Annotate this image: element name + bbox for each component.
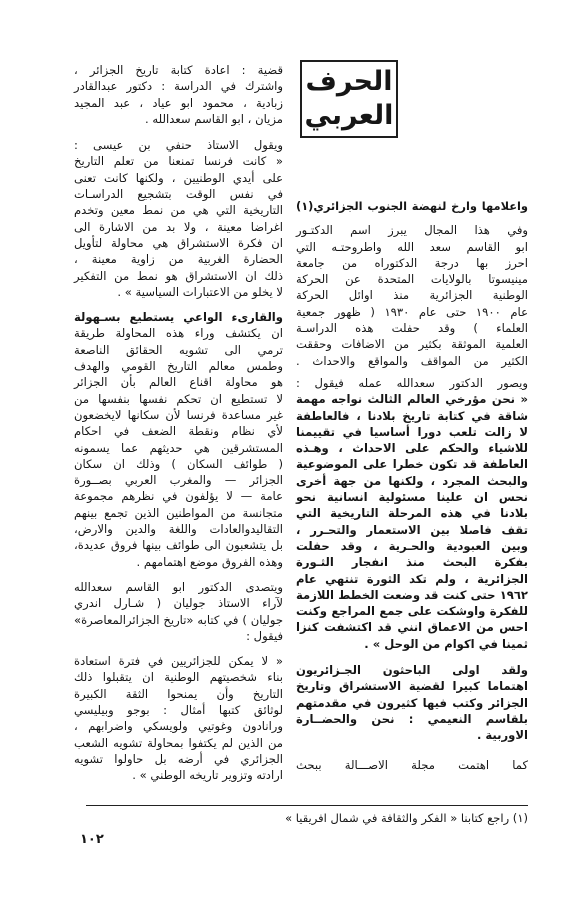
text-line: من الذين لم يكتفوا بمحاولة تشويه الشعب xyxy=(74,735,283,750)
text-line: العلماء ) وقد حفلت هذه الدراسـة xyxy=(296,321,528,336)
text-line: زبادية ، محمود ابو عياد ، عبد المجيد xyxy=(74,95,283,110)
text-line: جوليان ) في كتابه «تاريخ الجزائرالمعاصرة» xyxy=(74,612,283,627)
text-line: بل يتشعبون الى طوائف بينها فروق عديدة، xyxy=(74,538,283,553)
paragraph xyxy=(74,309,283,325)
text-line: العاطفة قد تكون خطرا على الموضوعية xyxy=(296,457,528,472)
text-line: اهتماما كبيرا لقضية الاستشراق وتاريخ xyxy=(296,679,528,694)
text-line: ثمينا في اكوام من الوحل » . xyxy=(364,636,528,651)
page-number: ١٠٢ xyxy=(80,832,104,847)
text-line: بلقاسم النعيمي : نحن والحضــارة xyxy=(296,711,528,726)
text-line: عام ١٩٠٠ حتى عام ١٩٣٠ ( ظهور جمعية xyxy=(296,304,528,319)
text-line: ويقول الاستاذ حنفي بن عيسى : xyxy=(74,138,283,153)
text-line: « كانت فرنسا تمنعنا من تعلم التاريخ xyxy=(74,154,283,169)
text-line: وبين العبودية والحـرية ، وقد حفلت xyxy=(296,538,528,553)
text-line: والبحث المجرد ، ولكنها من جهة أخرى xyxy=(296,473,528,488)
text-line: ( طوائف السكان ) وذلك ان سكان xyxy=(74,456,283,471)
text-line: ان يكتشف وراء هذه المحاولة طريقة xyxy=(74,326,283,341)
paragraph xyxy=(296,222,528,369)
text-line: « نحن مؤرخي العالم الثالث نواجه مهمة xyxy=(296,392,528,407)
text-line: لا تستطيع ان تحكم نفسها بنفسها من xyxy=(74,391,283,406)
right-column xyxy=(296,198,528,773)
text-line: كما اهتمت مجلة الاصـــالة ببحث xyxy=(296,757,528,772)
text-line: متجانسة من المواطنين الذين تجمع بينهم xyxy=(74,505,283,520)
text-line: شاقة في كتابة تاريخ بلادنا ، فالعاطفة xyxy=(296,408,528,423)
text-line: بفكرة البحث منذ انفجار الثـورة xyxy=(296,555,528,570)
text-line: وفي هذا المجال يبرز اسم الدكتـور xyxy=(296,223,528,238)
text-line: للفكرة واوشكت على جمع المراجع وكنت xyxy=(296,604,528,619)
text-line: اغراضا معينة ، ولا بد من الاشارة الى xyxy=(74,219,283,234)
footnote: (١) راجع كتابنا « الفكر والثقافة في شمال افريقيا » xyxy=(285,811,528,825)
text-line: المستشرقين هي حديثهم عما يسمونه xyxy=(74,440,283,455)
text-line: ويتصدى الدكتور ابو القاسم سعدالله xyxy=(74,579,283,594)
text-line: على أيدي الوطنيين ، ولكنها كانت تعنى xyxy=(74,170,283,185)
text-line: ان فكرة الاستشراق هي محاولة لتأويل xyxy=(74,235,283,250)
text-line: التاريخية التي هي من نمط معين وتخدم xyxy=(74,203,283,218)
text-line: احس من الاعماق انني قد اكتشفت كنزا xyxy=(296,620,528,635)
text-line: غير مساعدة فرنسا لأن سكانها لايخضعون xyxy=(74,407,283,422)
text-line: بناء شخصيتهم الوطنية ان يتقبلوا ذلك xyxy=(74,670,283,685)
paragraph xyxy=(296,662,528,743)
text-line: قضية : اعادة كتابة تاريخ الجزائر ، xyxy=(74,63,283,77)
text-line: مزيان ، ابو القاسم سعدالله . xyxy=(145,111,283,126)
text-line: الجزائر وكتب فيها كثيرون في مقدمتهم xyxy=(296,695,528,710)
text-line: الحضارة الغربية من زاوية معينة ، xyxy=(74,252,283,267)
text-line: ترمي الى تشويه الحقائق الناصعة xyxy=(74,342,283,357)
text-line: الكثير من المواقف والمواقع والاحداث . xyxy=(296,353,528,368)
text-line: هو محاولة اقناع العالم بأن الجزائر xyxy=(74,375,283,390)
text-line: ولقد اولى الباحثون الجـزائريون xyxy=(296,663,528,678)
text-line: ١٩٦٢ حتى كنت قد وضعت الخطط اللازمة xyxy=(296,587,528,602)
section-title-line-2: العربي xyxy=(304,100,394,131)
paragraph xyxy=(296,391,528,652)
text-line: لوثائق كتبها أمثال : بوجو وبيليسي xyxy=(74,702,283,717)
section-title-line-1: الحرف xyxy=(305,66,393,97)
left-column xyxy=(74,62,283,783)
text-line: واعلامها وارخ لنهضة الجنوب الجزائري(١) xyxy=(296,199,528,213)
paragraph xyxy=(296,375,528,391)
text-line: ابو القاسم سعد الله واطروحتـه التي xyxy=(296,239,528,254)
text-line: ارادته وتزوير تاريخه الوطني » . xyxy=(132,768,283,783)
text-line: التاريخ وأن يمنحوا الثقة الكبيرة xyxy=(74,686,283,701)
text-line: « لا يمكن للجزائريين في فترة استعادة xyxy=(74,654,283,669)
text-line: فيقول : xyxy=(246,628,283,643)
text-line: مينيسوتا بالولايات المتحدة عن الحركة xyxy=(296,272,528,287)
text-line: للاشياء والحكم على الاحداث ، وهـذه xyxy=(296,441,528,456)
text-line: ذلك ان الاستشراق هو نمط من التفكير xyxy=(74,268,283,283)
paragraph xyxy=(74,653,283,783)
paragraph xyxy=(296,198,528,214)
text-line: نحس ان علينا مسئولية انسانية نحو xyxy=(296,490,528,505)
text-line: تقف فاصلا بين الاستعمار والتحـرر ، xyxy=(296,522,528,537)
footnote-divider xyxy=(86,805,528,806)
text-line: احرز بها درجة الدكتوراه من جامعة xyxy=(296,255,528,270)
text-line: بلادنا في هذه المرحلة التاريخية التي xyxy=(296,506,528,521)
paragraph xyxy=(74,137,283,300)
text-line: الجزائرية ، ولم تكد الثورة تنتهي عام xyxy=(296,571,528,586)
text-line: الوطنية الجزائرية منذ اوائل الحركة xyxy=(296,288,528,303)
text-line: الاوربية . xyxy=(476,728,528,743)
paragraph xyxy=(74,579,283,644)
text-line: وهذه الفروق موضع اهتمامهم . xyxy=(136,554,283,569)
text-line: في نفس الوقت بتشجيع الدراسـات xyxy=(74,187,283,202)
text-line: لآراء الاستاذ جوليان ( شـارل اندري xyxy=(74,596,283,611)
paragraph xyxy=(74,325,283,569)
paragraph xyxy=(74,62,283,127)
paragraph xyxy=(296,757,528,773)
text-line: لا زالت تلعب دورا أساسيا في تقييمنا xyxy=(296,424,528,439)
text-line: وطمس معالم التاريخ القومي والهدف xyxy=(74,359,283,374)
section-title-box xyxy=(300,60,398,138)
text-line: واشترك في الدراسة : دكتور عبدالقادر xyxy=(74,79,283,94)
text-line: ويصور الدكتور سعدالله عمله فيقول : xyxy=(296,375,528,390)
text-line: الجزائري في أرضه بل حاولوا تشويه xyxy=(74,751,283,766)
text-line: لأي نظام ونقطة الضعف في احكام xyxy=(74,424,283,439)
text-line: العلمية الموثقة بكثير من الاضافات وحققت xyxy=(296,337,528,352)
text-line: لا يخلو من الاعتبارات السياسية » . xyxy=(117,284,283,299)
text-line: ورانادون وغوتيي ولويسكي واضرابهم ، xyxy=(74,719,283,734)
text-line: الجزائر — والمغرب العربي بصــورة xyxy=(74,473,283,488)
text-line: التقاليدوالعادات واللغة والدين والارض، xyxy=(74,522,283,537)
text-line: عامة — لا يؤلفون في نظرهم مجموعة xyxy=(74,489,283,504)
text-line: والقارىء الواعي يستطيع بسـهولة xyxy=(74,310,283,325)
